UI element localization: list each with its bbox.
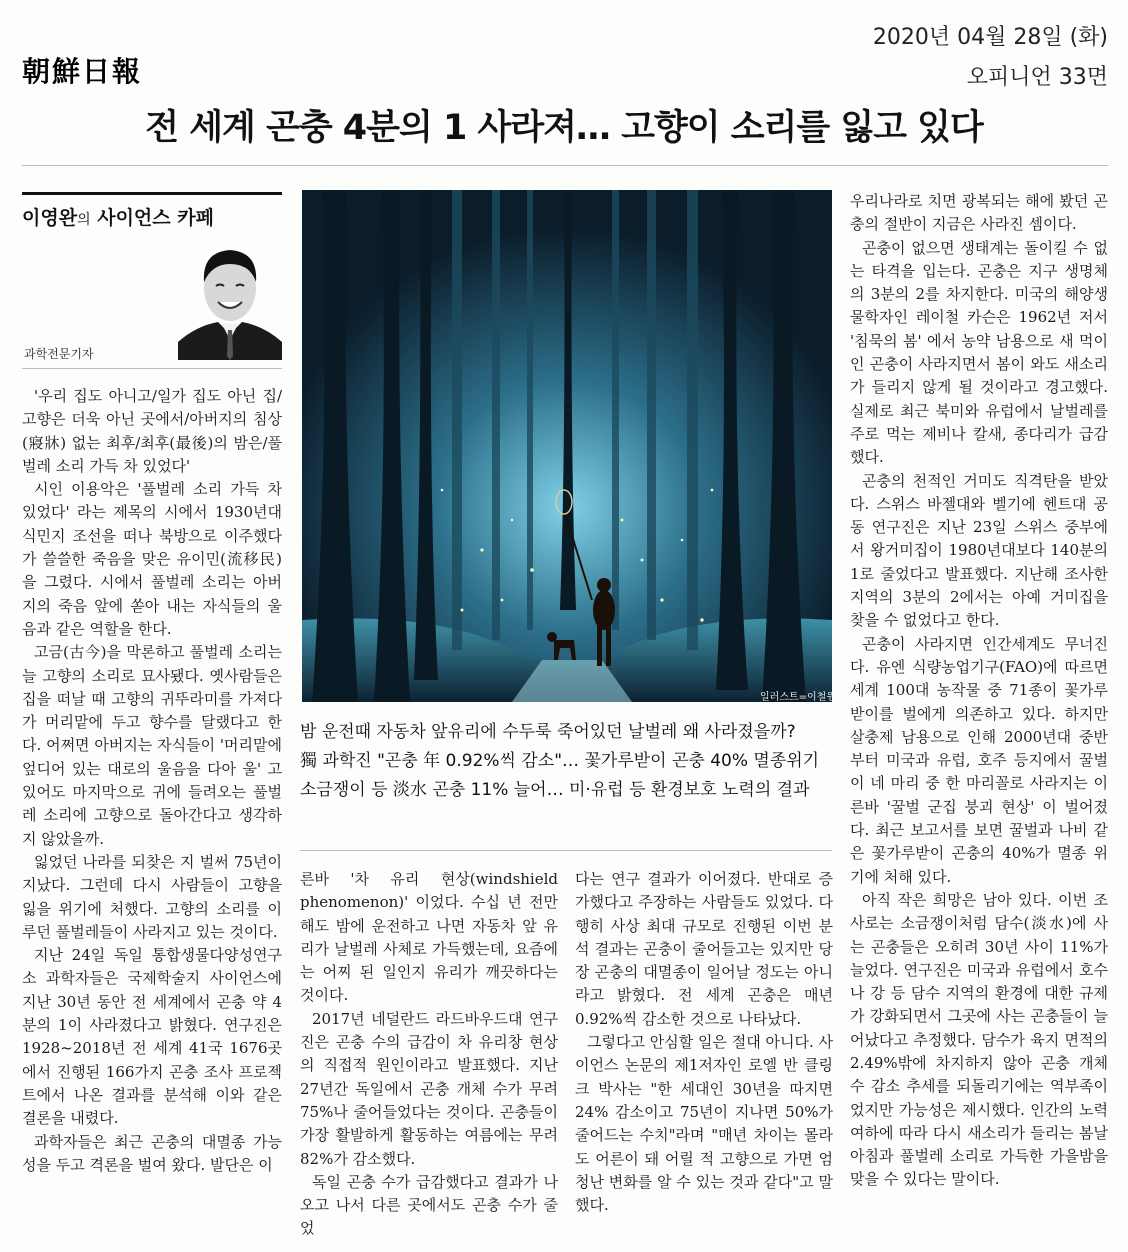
paragraph: 곤충의 천적인 거미도 직격탄을 받았다. 스위스 바젤대와 벨기에 헨트대 공동 연구진은 지난 23일 스위스 중부에서 왕거미집이 1980년대보다 140분의 1로 줄었다고 발표했다. 지난해 조사한 지역의 3분의 2에서는 아예 거미집을 찾을 수 없었다고 한다.	[850, 471, 1108, 630]
paragraph: 우리나라로 치면 광복되는 해에 봤던 곤충의 절반이 지금은 사라진 셈이다.	[850, 192, 1108, 234]
column-divider	[22, 368, 282, 369]
paragraph: 곤충이 사라지면 인간세계도 무너진다. 유엔 식량농업기구(FAO)에 따르면 세계 100대 농작물 중 71종이 꽃가루받이를 벌에게 의존하고 있다. 하지만 살충제 남용으로 인해 2000년대 중반부터 미국과 유럽, 호주 등지에서 꿀벌이 네 마리 중 한 마리꼴로 사라지는 이른바 '꿀벌 군집 붕괴 현상' 이 벌어졌다. 최근 보고서를 보면 꿀벌과 나비 같은 꽃가루받이 곤충의 40%가 멸종 위기에 처해 있다.	[850, 634, 1108, 886]
subheads	[300, 718, 832, 805]
paragraph: 아직 작은 희망은 남아 있다. 이번 조사로는 소금쟁이처럼 담수(淡水)에 사는 곤충들은 오히려 30년 사이 11%가 늘었다. 연구진은 미국과 유럽에서 호수나 강 등 담수 지역의 환경에 대한 규제가 강화되면서 그곳에 사는 곤충들이 늘어났다고 추정했다. 담수가 육지 면적의 2.49%밖에 차지하지 않아 곤충 개체 수 감소 추세를 되돌리기에는 역부족이었지만 가능성은 제시했다. 인간의 노력 여하에 따라 다시 새소리가 들리는 봄날 아침과 풀벌레 소리로 가득한 가을밤을 맞을 수 있다는 말이다.	[850, 890, 1108, 1189]
paragraph: 잃었던 나라를 되찾은 지 벌써 75년이 지났다. 그런데 다시 사람들이 고향을 잃을 위기에 처했다. 고향의 소리를 이루던 풀벌레들이 사라지고 있는 것이다.	[22, 852, 282, 941]
forest-illustration	[302, 190, 832, 702]
paragraph: 른바 '차 유리 현상(windshield phenomenon)' 이었다. 수십 년 전만 해도 밤에 운전하고 나면 자동차 앞 유리가 날벌레 사체로 가득했는데, 요즘에는 어찌 된 일인지 유리가 깨끗하다는 것이다.	[300, 870, 558, 1005]
illustration-credit: 일러스트=이철원	[760, 692, 836, 703]
column-author-name: 이영완	[22, 207, 78, 229]
paragraph: 곤충이 없으면 생태계는 돌이킬 수 없는 타격을 입는다. 곤충은 지구 생명체의 3분의 2를 차지한다. 미국의 해양생물학자인 레이철 카슨은 1962년 저서 '침묵의 봄' 에서 농약 남용으로 새 먹이인 곤충이 사라지면서 봄이 와도 새소리가 들리지 않게 될 것이라고 경고했다. 실제로 최근 북미와 유럽에서 날벌레를 주로 먹는 제비나 칼새, 종다리가 급감했다.	[850, 238, 1108, 467]
body-column-4	[850, 190, 1108, 1192]
column-title-connector: 의	[77, 212, 91, 228]
paragraph: 독일 곤충 수가 급감했다고 결과가 나오고 나서 다른 곳에서도 곤충 수가 줄었	[300, 1172, 558, 1238]
paragraph: '우리 집도 아니고/일가 집도 아닌 집/고향은 더욱 아닌 곳에서/아버지의 침상(寢牀) 없는 최후/최후(最後)의 밤은/풀벌레 소리 가득 차 있었다'	[22, 387, 282, 475]
subhead-3: 소금쟁이 등 淡水 곤충 11% 늘어… 미·유럽 등 환경보호 노력의 결과	[300, 780, 810, 800]
paragraph: 다는 연구 결과가 이어졌다. 반대로 증가했다고 주장하는 사람들도 있었다. 다행히 사상 최대 규모로 진행된 이번 분석 결과는 곤충이 줄어들고는 있지만 당장 곤충의 대멸종이 일어날 정도는 아니라고 밝혔다. 전 세계 곤충은 매년 0.92%씩 감소한 것으로 나타났다.	[575, 870, 833, 1028]
body-column-1	[22, 385, 282, 1177]
column-title	[22, 192, 282, 230]
paragraph: 지난 24일 독일 통합생물다양성연구소 과학자들은 국제학술지 사이언스에 지난 30년 동안 전 세계에서 곤충 약 4분의 1이 사라졌다고 밝혔다. 연구진은 1928~2018년 전 세계 41국 1676곳에서 진행된 166가지 곤충 조사 프로젝트에서 나온 결과를 분석해 이와 같은 결론을 내렸다.	[22, 946, 282, 1128]
paragraph: 2017년 네덜란드 라드바우드대 연구진은 곤충 수의 급감이 차 유리창 현상의 직접적 원인이라고 발표했다. 지난 27년간 독일에서 곤충 개체 수가 무려 75%나 줄어들었다는 것이다. 곤충들이 가장 활발하게 활동하는 여름에는 무려 82%가 감소했다.	[300, 1009, 558, 1168]
subhead-2: 獨 과학진 "곤충 年 0.92%씩 감소"… 꽃가루받이 곤충 40% 멸종위기	[300, 751, 820, 771]
newspaper-logo: 朝鮮日報	[22, 55, 143, 88]
subhead-1: 밤 운전때 자동차 앞유리에 수두룩 죽어있던 날벌레 왜 사라졌을까?	[300, 722, 796, 742]
top-divider	[22, 165, 1108, 166]
column-series-name: 사이언스 카페	[90, 207, 214, 229]
publication-date: 2020년 04월 28일 (화)	[872, 25, 1108, 50]
paragraph: 시인 이용악은 '풀벌레 소리 가득 차 있었다' 라는 제목의 시에서 1930년대 식민지 조선을 떠나 북방으로 이주했다가 쓸쓸한 죽음을 맞은 유이민(流移民)을 그렸다. 시에서 풀벌레 소리는 아버지의 죽음 앞에 쏟아 내는 자식들의 울음과 같은 역할을 한다.	[22, 480, 282, 638]
paragraph: 과학자들은 최근 곤충의 대멸종 가능성을 두고 격론을 벌여 왔다. 발단은 이	[22, 1132, 282, 1174]
body-column-2	[300, 868, 558, 1241]
paragraph: 그렇다고 안심할 일은 절대 아니다. 사이언스 논문의 제1저자인 로엘 반 클링크 박사는 "한 세대인 30년을 따지면 24% 감소이고 75년이 지나면 50%가 줄어드는 수치"라며 "매년 차이는 몰라도 어른이 돼 어릴 적 고향으로 가면 엄청난 변화를 알 수 있는 것과 같다"고 말했다.	[575, 1033, 833, 1215]
subhead-divider	[300, 850, 832, 851]
author-portrait	[178, 230, 282, 360]
section-page: 오피니언 33면	[966, 65, 1108, 90]
body-column-3	[575, 868, 833, 1217]
paragraph: 고금(古今)을 막론하고 풀벌레 소리는 늘 고향의 소리로 묘사됐다. 옛사람들은 집을 떠날 때 고향의 귀뚜라미를 가져다가 머리맡에 두고 향수를 달랬다고 한다. 어쩌면 아버지는 자식들이 '머리맡에 엎디어 있는 대로의 울음을 다아 울' 고 있어도 마지막으로 귀에 들려오는 풀벌레 소리에 고향으로 돌아간다고 생각하지 않았을까.	[22, 643, 282, 848]
author-role: 과학전문기자	[24, 347, 94, 361]
headline: 전 세계 곤충 4분의 1 사라져… 고향이 소리를 잃고 있다	[145, 108, 983, 148]
